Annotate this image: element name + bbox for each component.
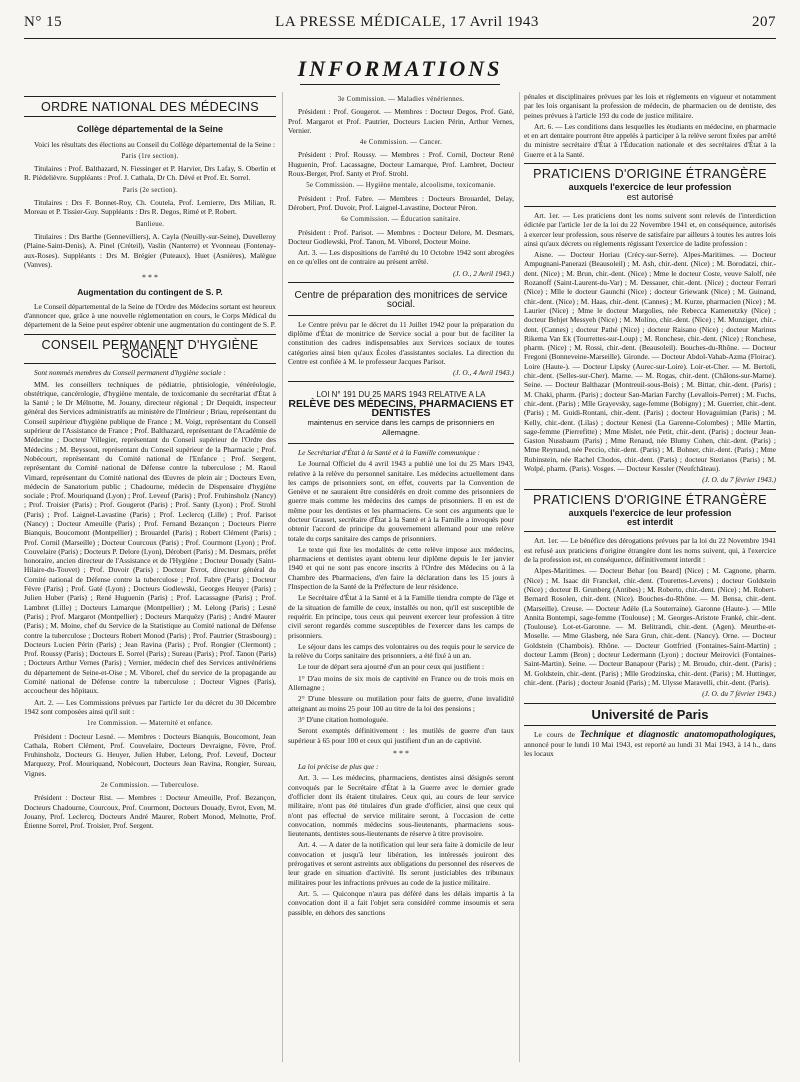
art3-text: Art. 3. — Les dispositions de l'arrêté du 10 Octobre 1942 sont abrogées en ce qu'elles ont de contraire au présent arrêté. (288, 248, 514, 267)
loi-paragraph: Le texte qui fixe les modalités de cette relève impose aux médecins, pharmaciens et dentistes ayant obtenu leur diplôme depuis le 1er janvier 1940 et qui ne sont pas encore inscrits à l'Ordre des Médecins ou à la Chambre des Pharmaciens, d'en faire la déclaration dans les 15 jours à l'Inspection de la Santé de la Préfecture de leur résidence. (288, 544, 514, 592)
college-heading: Collège départemental de la Seine (76, 124, 224, 135)
jo-citation: (J. O. du 7 février 1943.) (702, 475, 776, 485)
jo-citation: (J. O., 4 Avril 1943.) (452, 368, 514, 378)
monitrices-text: Le Centre prévu par le décret du 11 Juillet 1942 pour la préparation du diplôme d'État de monitrice de Service social a pour but de faciliter la constitution des cadres indispensables aux Services sociaux de toutes catégories ainsi bien qu'aux Écoles d'assistantes sociales. La direction du Centre est confiée à M. le professeur Jacques Parisot. (288, 319, 514, 366)
banlieue-label: Banlieue. (135, 220, 165, 228)
article-text: Art. 3. — Les médecins, pharmaciens, dentistes ainsi désignés seront convoqués par le Secrétaire d'État à la Guerre avec le dernier grade d'officier dont ils étaient titulaires. Ceux qui, au cours de leur service militaire, n'ont pas été titulaires d'un grade d'officier, ainsi que ceux qui n'ont pas effectué de service militaire seront, à l'occasion de cette convocation, nommés médecins sous-lieutenants, pharmaciens sous-lieutenants, dentistes sous-lieutenants de réserve à titre provisoire. (288, 773, 514, 839)
divider (524, 206, 776, 207)
divider (288, 282, 514, 283)
loi-paragraph: 1° D'au moins de six mois de captivité en France ou de trois mois en Allemagne ; (288, 673, 514, 693)
page-header (24, 14, 776, 36)
comm4-text: Président : Prof. Roussy. — Membres : Prof. Cornil, Docteur René Huguenin, Prof. Lacassagne, Docteur Lamarque, Prof. Lambret, Docteur Roux-Berger, Prof. Santy et Prof. Strohl. (288, 150, 514, 179)
loi-label: LOI N° 191 DU 25 MARS 1943 RELATIVE A LA (316, 390, 486, 400)
divider (524, 703, 776, 704)
divider (24, 116, 276, 117)
universite-heading: Université de Paris (591, 706, 709, 722)
stars-separator: * * * (142, 273, 158, 283)
divider (24, 363, 276, 364)
comm2-text: Président : Docteur Rist. — Membres : Docteur Ameuille, Prof. Bezançon, Docteurs Chadourne, Courcoux, Prof. Courmont, Docteurs Douady, Evrot, Even, M. Jouany, Prof. Leclercq, Docteurs André Maurer, Robert Monod, Melnotte, Prof. Étienne Sorrel, Prof. Troisier, Prof. Sergent. (24, 793, 276, 831)
loi-paragraph: 3° D'une citation homologuée. (298, 714, 389, 724)
paris2-label: Paris (2e section). (122, 186, 178, 194)
column-divider (519, 92, 520, 1062)
comm1-label: 1re Commission. — Maternité et enfance. (87, 720, 213, 728)
comm1-text: Président : Docteur Lesné. — Membres : Docteurs Bianquis, Boucomont, Jean Cathala, Robert Clément, Prof. Couvelaire, Docteurs Devraigne, Fèvre, Prof. Fruhinsholz, Docteurs G. Heuyer, Julien Huber, Lelong, Prof. Leveuf, Docteur Marquezy, Prof. Mouriquand, Nobécourt, Docteurs Jean Ravina, Rongier, Sureau, Vignes. (24, 731, 276, 778)
praticiens-status: est autorisé (626, 191, 674, 202)
column-left (24, 92, 276, 832)
ordre-heading: ORDRE NATIONAL DES MÉDECINS (40, 100, 260, 114)
comm4-label: 4e Commission. — Cancer. (359, 139, 443, 147)
column-right (524, 92, 776, 761)
divider (24, 334, 276, 335)
comm3-text: Président : Prof. Gougerot. — Membres : Docteur Degos, Prof. Gaté, Prof. Margarot et Prof. Pautrier, Docteurs Lucien Périn, Arthur Vernes, Vernier. (288, 107, 514, 135)
loi-subtitle: maintenus en service dans les camps de prisonniers en Allemagne. (307, 418, 495, 437)
praticiens-autorises-heading: PRATICIENS D'ORIGINE ÉTRANGÈRE (533, 167, 767, 182)
monitrices-heading: Centre de préparation des monitrices de service social. (294, 290, 508, 311)
augment-text: Le Conseil départemental de la Seine de l'Ordre des Médecins sortant est heureux d'annoncer que, grâce à une nouvelle réglementation en cours, le Corps Médical du département de la Seine peut espérer obtenir une augmentation du contingent de S. P. (24, 301, 276, 330)
divider (288, 381, 514, 382)
loi-precise: La loi précise de plus que : (298, 762, 379, 772)
praticiens-interdits-heading: PRATICIENS D'ORIGINE ÉTRANGÈRE (533, 492, 767, 507)
header-rule (24, 38, 776, 39)
stars-separator: * * * (393, 748, 409, 758)
loi-intro: Le Secrétariat d'État à la Santé et à la Famille communique : (298, 447, 481, 457)
journal-title: LA PRESSE MÉDICALE, 17 Avril 1943 (275, 14, 539, 30)
praticiens-list: Aisne. — Docteur Horiau (Crécy-sur-Serre). Alpes-Maritimes. — Docteur Ampugnani-Panerazi (Beausoleil) ; M. Ash, chir.-dent. (Nice) ; M. Borodatzi, chir.-dent. (Nice) ; M. Brun, chir.-dent. (Nice) ; Mme le docteur Coste, veuve Salolf, née Rozanoff (Saint-Laurent-du-Var) ; M. Dessauer, chir.-dent. (Nice) ; docteur Ferrari (Nice) ; Mlle le docteur Gaunchi (Nice) ; docteur Griewank (Nice) ; M. Guinand, chir.-dent. (Nice) ; M. Haas, chir.-dent. (Cannes) ; M. Kurze, pharmacien (Nice) ; M. Laurier (Nice) ; Mme le docteur Margolies, née Rebecca Kamenetzky (Nice) ; docteur Behjet Messyeh (Nice) ; M. Molino, chir.-dent. (Nice) ; M. Munziger, chir.-dent. (Cannes) ; docteur Pathé (Nice) ; docteur Raisano (Nice) ; docteur Marinus Rikema Van Ek (Tourrettes-sur-Loup) ; M. Ronchese, chir.-dent. (Nice) ; Ronchese, pharm. (Nice) ; M. Rossi, chir.-dent. (Beausoleil). Bouches-du-Rhône. — Docteur Fregoni (Bonneveine-Marseille). Gironde. — Docteur Abdol-Vahab-Azma (Floirac). Loire (Haute-). — Docteur Lipsky (Aurec-sur-Loire). Loir-et-Cher. — M. Bertoli, chir.-dent. (Selles-sur-Cher). Marne. — M. Rogas, chir.-dent. (Châlons-sur-Marne). Seine. — Docteur Balthazar (Montreuil-sous-Bois) ; M. Bittar, chir.-dent. (Paris) ; M. Chaki, pharm. (Paris) ; docteur San-Marian Farchy (Levallois-Perret) ; M. Fuchs, chir.-dent. (Paris) ; Mlle Grayevsky, sage-femme (Bobigny) ; M. Guerrier, chir.-dent. (Paris) ; M. Guidi-Rontani, chir.-dent. (Paris) ; docteur Hovaguimian (Paris) ; M. Kelly, chir.-dent. (Lilas) ; docteur Kenesi (La Garenne-Colombes) ; Mlle Martin, sage-femme (Pierrefitte) ; Mme Mislet, née Petit, chir.-dent. (Paris) ; docteur Jean-Gaston Nussbaum (Paris) ; Mme Renaud, née Blumy Cohen, chir.-dent. (Paris) ; Mme Reynaud, née Peccio, chir.-dent. (Paris) ; M. Bohner, chir.-dent. (Paris) ; Mme Rubinstein, née Rachel Chodos, chir.-dent. (Paris) ; docteur Sterianos (Paris) ; M. Wolpé, pharm. (Paris). Vosges. — Docteur Kessler (Neufchâteau). (524, 250, 776, 473)
comm3-label: 3e Commission. — Maladies vénériennes. (337, 96, 465, 103)
augment-heading: Augmentation du contingent de S. P. (77, 287, 223, 298)
comm2-label: 2e Commission. — Tuberculose. (100, 782, 199, 789)
loi-heading (288, 390, 514, 436)
banner-rule (300, 84, 500, 85)
section-banner: INFORMATIONS (297, 56, 503, 81)
loi-paragraph: Le Secrétaire d'État à la Santé et à la Famille tiendra compte de l'âge et de la situation de famille de ceux, installés ou non, qu'il est susceptible de requérir. En principe, tous ceux qui peuvent exercer leur profession à titre civil seront regardés comme susceptibles de l'exercer dans les camps de prisonniers. (288, 593, 514, 640)
divider (24, 96, 276, 97)
article-text: Art. 4. — A dater de la notification qui leur sera faite à domicile de leur convocation et jusqu'à leur libération, les intéressés jouiront des prérogatives et seront astreints aux obligations du personnel des réserves de leur grade en situation d'activité. Ils seront justiciables des tribunaux militaires pour les infractions prévues au code de la justice militaire. (288, 840, 514, 887)
praticiens-subheading: auxquels l'exercice de leur profession (568, 182, 732, 193)
praticiens-intro: Art. 1er. — Le bénéfice des dérogations prévues par la loi du 22 Novembre 1941 est refusé aux praticiens d'origine étrangère dont les noms suivent, qui, à l'exercice de la profession est, en conséquence, définitivement interdit : (524, 536, 776, 565)
universite-text: Le cours de Technique et diagnostic anatomopathologiques, annoncé pour le lundi 10 Mai 1943, est reporté au lundi 31 Mai 1943, à 14 h., dans les locaux (524, 729, 776, 759)
continued-text: pénales et disciplinaires prévues par les lois et règlements en vigueur et notamment par les lois organisant la profession de médecin, de pharmacien ou de dentiste, des peines prévues à l'article 193 du code de justice militaire. (524, 92, 776, 120)
column-divider (282, 92, 283, 1062)
issue-number: N° 15 (24, 14, 63, 30)
paris1-label: Paris (1re section). (121, 152, 179, 160)
jo-citation: (J. O., 2 Avril 1943.) (452, 268, 514, 278)
paris2-text: Titulaires : Drs F. Bonnet-Roy, Ch. Coutela, Prof. Lemierre, Drs Milian, R. Moreau et P. Tissier-Guy. Suppléants : Drs R. Degos, Rimé et P. Robert. (24, 198, 276, 217)
loi-paragraph: 2° D'une blessure ou mutilation pour faits de guerre, d'une invalidité atteignant au moins 25 pour 100 au titre de la loi des pensions ; (288, 694, 514, 713)
conseil-heading: CONSEIL PERMANENT D'HYGIÈNE SOCIALE (41, 337, 259, 361)
banlieue-text: Titulaires : Drs Barthe (Gennevilliers), A. Cayla (Neuilly-sur-Seine), Duvelleroy (Plaine-Saint-Denis), A. Pinel (Créteil), Vaslin (Nanterre) et Yvonneau (Fontenay-aux-Roses). Suppléants : Drs M. Brégier (Puteaux), Huet (Asnières), Malègue (Vanves). (24, 231, 276, 269)
comm6-text: Président : Prof. Parisot. — Membres : Docteur Delore, M. Desmars, Docteur Godlewski, Prof. Tanon, M. Viborel, Docteur Moine. (288, 227, 514, 246)
loi-paragraph: Seront exemptés définitivement : les mutilés de guerre d'un taux supérieur à 65 pour 100 et ceux qui justifient d'un an de captivité. (288, 726, 514, 745)
column-middle (288, 92, 514, 919)
divider (524, 725, 776, 726)
college-intro: Voici les résultats des élections au Conseil du Collège départemental de la Seine : (34, 139, 276, 149)
conseil-intro: Sont nommés membres du Conseil permanent d'hygiène sociale : (34, 368, 226, 378)
loi-paragraph: Le tour de départ sera ajourné d'un an pour ceux qui justifient : (298, 662, 485, 672)
loi-paragraph: Le séjour dans les camps des volontaires ou des requis pour le service de la relève du Corps sanitaire des prisonniers, a été fixé à un an. (288, 641, 514, 661)
comm6-label: 6e Commission. — Éducation sanitaire. (341, 216, 461, 224)
article-text: Art. 5. — Quiconque n'aura pas déféré dans les délais impartis à la convocation dont il a fait l'objet sera considéré comme insoumis et sera passible, en dehors des sanctions (288, 888, 514, 917)
divider (524, 489, 776, 490)
divider (288, 443, 514, 444)
praticiens-status: est interdit (626, 517, 673, 528)
divider (524, 531, 776, 532)
page-number: 207 (752, 14, 776, 30)
loi-title: RELÈVE DES MÉDECINS, PHARMACIENS ET DENTISTES (288, 397, 514, 420)
jo-citation: (J. O. du 7 février 1943.) (702, 689, 776, 699)
comm5-text: Président : Prof. Fabre. — Membres : Docteurs Brouardel, Delay, Dérobert, Prof. Duvoir, Prof. Laignel-Lavastine, Docteur Péron. (288, 193, 514, 212)
loi-paragraph: Le Journal Officiel du 4 avril 1943 a publié une loi du 25 Mars 1943, relative à la relève du personnel sanitaire. Les médecins actuellement dans les camps de prisonniers sont, en effet, couverts par la Convention de Genève et ne sauraient être considérés en droit comme des prisonniers de guerre mais comme les médecins des camps de prisonniers. Il en est de même pour les dentistes et les pharmaciens. Ce sont ces arguments que le docteur Grasset, secrétaire d'État à la Santé et à la Famille a invoqués pour obtenir l'accord de principe du gouvernement allemand pour une relève totale du corps sanitaire des camps de prisonniers. (288, 459, 514, 543)
divider (524, 163, 776, 164)
praticiens-subheading: auxquels l'exercice de leur profession (568, 507, 732, 518)
paris1-text: Titulaires : Prof. Balthazard, N. Fiessinger et P. Harvier, Drs Lafay, S. Oberlin et R. Piédelièvre. Suppléants : Prof. J. Cathala, Dr Ch. Dévé et Prof. Et. Sorrel. (24, 164, 276, 183)
conseil-text: MM. les conseillers techniques de pédiatrie, phtisiologie, vénéréologie, obstétrique, cancérologie, d'hygiène mentale, de toxicomanie du secrétariat d'État à la Santé ; le Dr Mélnotte, M. Jouany, directeur régional ; Dr Dequidt, inspecteur général des Services administratifs au ministère de l'Intérieur ; Briau, représentant du Conseil supérieur d'hygiène publique de France ; M. Voigt, représentant du Conseil supérieur de l'Assistance de France ; Prof. Balthazard, représentant de l'Académie de Médecine ; Docteur Villegier, représentant du Conseil supérieur de l'Ordre des Médecins ; M. Beyssout, représentant du Conseil supérieur de la Pharmacie ; Prof. Nobécourt, représentant du Comité national de l'Enfance ; Prof. Sergent, représentant du Comité national de Défense contre la tuberculose ; M. Raoul Vimard, représentant du Comité national des Œuvres de plein air ; Docteurs Even, médecin de Sanatorium public ; Chadourne, médecin de Dispensaire d'hygiène sociale ; Prof. Mouriquand (Lyon) ; Prof. Leveuf (Paris) ; Prof. Fruhinsholz (Nancy) ; Prof. Troisier (Paris) ; Prof. Gougerot (Paris) ; Prof. Santy (Lyon) ; Prof. Strohl (Paris) ; Prof. Laignel-Lavastine (Paris) ; Prof. Leclercq (Lille) ; Prof. Parisot (Nancy) ; Docteur Ameuille (Paris) ; Prof. Fernand Bezançon ; Docteurs Pierre Bianquis, Boucomont (Montpellier) ; Brouardel (Paris) ; Robert Clément (Paris) ; Prof. Cornil (Marseille) ; Docteur Courcoux (Paris) ; Prof. Courmont (Lyon) ; Prof. Couvelaire (Paris) ; Docteurs P. Delore (Lyon), Dérobert (Paris) ; M. Desmars, préfet honoraire, ancien directeur de l'Assistance et de l'Hygiène ; Docteur Douady (Saint-Hilaire-du-Touvet) ; Prof. Duvoir (Paris) ; Docteur Evrot, directeur général du Comité national de Défense contre la tuberculose ; Prof. Fabre (Paris) ; Docteur Fèvre (Paris) ; Prof. Gaté (Lyon) ; Docteurs Godlewski, Georges Heuyer (Paris) ; Julien Huber (Paris) ; René Huguenin (Paris) ; Prof. Lacassagne (Paris) ; Prof. Lambret (Lille) ; Docteurs Lamarque (Montpellier) ; M. Lelong (Paris) ; Lesné (Paris) ; Prof. Margarot (Montpellier) ; Docteurs Marquézy (Paris) ; André Maurer (Paris) ; M. Moine, chef du Service de la Statistique au Comité national de Défense contre la tuberculose ; Docteurs Robert Monod (Paris) ; Prof. Pautrier (Strasbourg) ; Docteurs Lucien Périn (Paris) ; Jean Ravina (Paris) ; Prof. Rongier (Clermont) ; Prof. Roussy (Paris) ; Docteurs E. Sorrel (Paris) ; Sureau (Paris) ; Prof. Tanon (Paris) ; Docteurs Arthur Vernes (Paris) ; Vernier, médecin chef des Services antivénériens du département de Seine-et-Oise ; M. Viborel, chef du service de la propagande au Comité national de Défense contre la tuberculose ; Docteur Vignes (Paris), accoucheur des hôpitaux. (24, 379, 276, 696)
article-text: Art. 6. — Les conditions dans lesquelles les étudiants en médecine, en pharmacie et en art dentaire pourront être appelés à participer à la relève seront fixées par arrêté du ministre secrétaire d'État à l'Éducation nationale et des secrétaires d'État à la Guerre et à la Santé. (524, 121, 776, 159)
praticiens-list: Alpes-Maritimes. — Docteur Behar [ou Beard] (Nice) ; M. Cagnone, pharm. (Nice) ; M. Isaac dit Franckel, chir.-dent. (Tourettes-Levens) ; docteur Goldstein (Nice) ; docteur B. Grunberg (Antibes) ; M. Roberto, chir.-dent. (Nice) ; M. Robert-Bernard Rosolen, chir.-dent. (Nice). Bouches-du-Rhône. — M. Bensa, chir.-dent. (Marseille). Creuse. — Docteur Adèle (La Souterraine). Garonne (Haute-). — Mlle Annita Bontempi, sage-femme (Toulouse) ; M. Georges-Aristote Franké, chir.-dent. (Toulouse). Lot-et-Garonne. — M. Belitrandi, chir.-dent. (Agen). Meurthe-et-Moselle. — Mme Glasberg, née Sara Grun, chir.-dent. (Nancy). Orne. — Docteur Goldstein (Chambois). Rhône. — Docteur Gottfried (Fontaines-Saint-Martin) ; docteur Lamm (Bron) ; docteur Ledermann (Lyon) ; docteur Meirovici (Fontaines-Saint-Martin). Seine. — Docteur Banapour (Paris) ; M. Broudo, chir.-dent. (Paris) ; M. Goldstein, chir.-dent. (Paris) ; Mlle Grodzinska, chir.-dent. (Paris) ; M. Huttinger, chir.-dent. (Paris) ; docteur Joanid (Paris) ; M. Ulysse Maravelli, chir.-dent. (Paris). (524, 566, 776, 687)
art2-text: Art. 2. — Les Commissions prévues par l'article 1er du décret du 30 Décembre 1942 sont composées ainsi qu'il suit : (24, 697, 276, 716)
divider (288, 315, 514, 316)
comm5-label: 5e Commission. — Hygiène mentale, alcoolisme, toxicomanie. (306, 182, 496, 190)
praticiens-intro: Art. 1er. — Les praticiens dont les noms suivent sont relevés de l'interdiction édictée par l'article 1er de la loi du 22 Novembre 1941 et, en conséquence, autorisés à exercer leur profession, sous réserve de satisfaire par ailleurs à toutes les autres lois ainsi qu'aux décrets ou règlements régissant l'exercice de ladite profession : (524, 210, 776, 248)
